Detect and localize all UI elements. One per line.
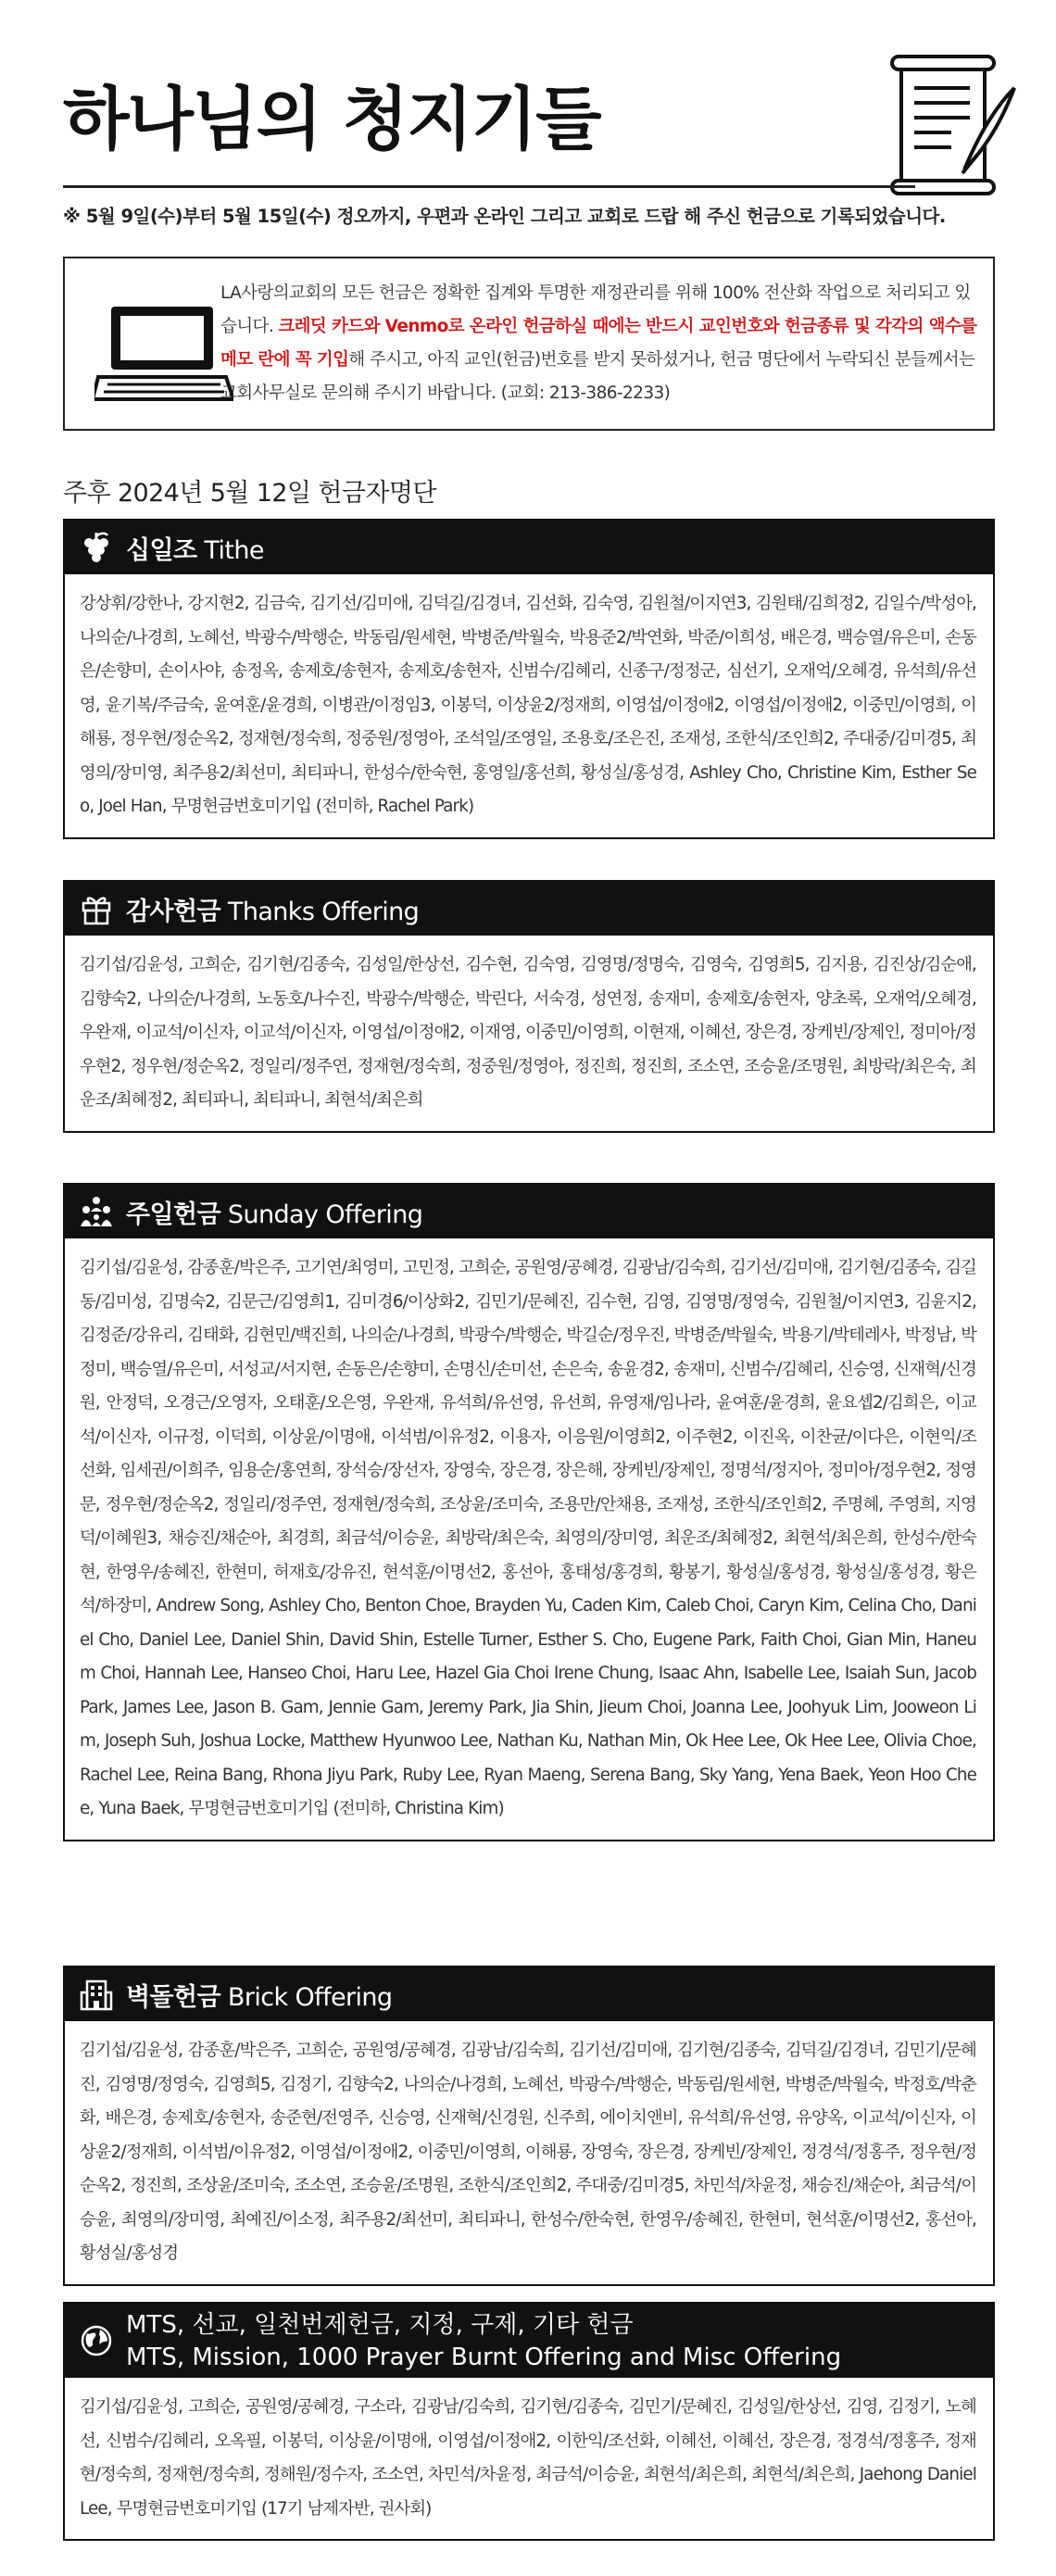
section-tithe [63,519,995,839]
section-title-en: Brick Offering [227,1982,393,2012]
info-text-part1: LA사랑의교회의 모든 헌금은 정확한 집계와 투명한 재정관리를 위해 100% 전산화 작업으로 처리되고 있습니다. [220,283,971,336]
section-title-ko: 주일헌금 [126,1200,220,1229]
section-mts [63,2302,995,2541]
info-text-highlight: 크레딧 카드와 Venmo로 온라인 헌금하실 때에는 반드시 교인번호와 헌금종류 및 각각의 액수를 메모 란에 꼭 기입 [220,317,977,370]
section-title [126,1194,422,1230]
section-title-ko: 벽돌헌금 [126,1982,220,2012]
section-thanks [63,880,995,1133]
section-header [65,882,993,936]
section-title-line1: MTS, 선교, 일천번제헌금, 지정, 구제, 기타 헌금 [126,2311,634,2339]
computer-icon [94,303,233,405]
section-names: 김기섭/김윤성, 감종훈/박은주, 고희순, 공원영/공혜경, 김광남/김숙희, 김기선/김미애, 김기현/김종숙, 김덕길/김경녀, 김민기/문혜진, 김영명/정영숙, 김영희5, 김정기, 김향숙2, 나의순/나경희, 노혜선, 박광수/박행순, 박동림/원세현, 박병준/박월숙, 박정호/박춘화, 배은경, 송제호/송현자, 송준현/전영주, 신승영, 신재혁/신경원, 신주희, 에이치앤비, 유석희/유선영, 유양옥, 이교석/이신자, 이상윤2/정재희, 이석범/이유정2, 이영섭/이정애2, 이중민/이영희, 이해룡, 장영숙, 장은경, 장케빈/장제인, 정경석/정홍주, 정우현/정순옥2, 정진희, 조상윤/조미숙, 조소연, 조승윤/조명원, 조한식/조인희2, 주대중/김미경5, 차민석/차윤정, 채승진/채순아, 최금석/이승윤, 최영의/장미영, 최예진/이소정, 최주용2/최선미, 최티파니, 한성수/한숙현, 한영우/송혜진, 한현미, 현석훈/이명선2, 홍선아, 황성실/홍성경 [80,2041,976,2263]
building-icon [80,1978,113,2011]
date-heading: 주후 2024년 5월 12일 헌금자명단 [63,479,436,508]
gift-icon [80,892,113,925]
grape-icon [80,531,113,564]
section-title [126,891,419,927]
section-names: 김기섭/김윤성, 감종훈/박은주, 고기연/최영미, 고민정, 고희순, 공원영/공혜경, 김광남/김숙희, 김기선/김미애, 김기현/김종숙, 김길동/김미성, 김명숙2, 김문근/김영희1, 김미경6/이상화2, 김민기/문혜진, 김수현, 김영, 김영명/정영숙, 김원철/이지연3, 김윤지2, 김정준/강유리, 김태화, 김현민/백진희, 나의순/나경희, 박광수/박행순, 박길순/정우진, 박병준/박월숙, 박용기/박테레사, 박정남, 박정미, 백승열/유은미, 서성교/서지현, 손동은/손향미, 손명신/손미선, 손은숙, 송윤경2, 송재미, 신범수/김혜리, 신승영, 신재혁/신경원, 안정덕, 오경근/오영자, 오태훈/오은영, 우완재, 유석희/유선영, 유선희, 유영재/임나라, 윤여훈/윤경희, 윤요셉2/김희은, 이교석/이신자, 이규정, 이덕희, 이상윤/이명애, 이석범/이유정2, 이용자, 이응원/이영희2, 이주현2, 이진옥, 이찬균/이다은, 이현익/조선화, 임세권/이희주, 임용순/홍연희, 장석승/장선자, 장영숙, 장은경, 장은해, 장케빈/장제인, 정명석/정지아, 정미아/정우현2, 정영문, 정우현/정순옥2, 정일리/정주연, 정재현/정숙희, 조상윤/조미숙, 조용만/안채용, 조재성, 조한식/조인희2, 주명혜, 주영희, 지영덕/이혜원3, 채승진/채순아, 최경희, 최금석/이승윤, 최방락/최은숙, 최영의/장미영, 최운조/최혜정2, 최현석/최은희, 한성수/한숙현, 한영우/송혜진, 한현미, 허재호/강유진, 현석훈/이명선2, 홍선아, 홍태성/홍경희, 황봉기, 황성실/홍성경, 황성실/홍성경, 황은석/하장미, Andrew Song, Ashley Cho, Benton Choe, Brayden Yu, Caden Kim, Caleb Choi, Caryn Kim, Celina Cho, Daniel Cho, Daniel Lee, Daniel Shin, David Shin, Estelle Turner, Esther S. Cho, Eugene Park, Faith Choi, Gian Min, Haneum Choi, Hannah Lee, Hanseo Choi, Haru Lee, Hazel Gia Choi Irene Chung, Isaac Ahn, Isabelle Lee, Isaiah Sun, Jacob Park, James Lee, Jason B. Gam, Jennie Gam, Jeremy Park, Jia Shin, Jieum Choi, Joanna Lee, Joohyuk Lim, Jooweon Lim, Joseph Suh, Joshua Locke, Matthew Hyunwoo Lee, Nathan Ku, Nathan Min, Ok Hee Lee, Ok Hee Lee, Olivia Choe, Rachel Lee, Reina Bang, Rhona Jiyu Park, Ruby Lee, Ryan Maeng, Serena Bang, Sky Yang, Yena Baek, Yeon Hoo Chee, Yuna Baek, 무명현금번호미기입 (전미하, Christina Kim) [80,1258,976,1818]
section-title-en: Sunday Offering [227,1200,423,1229]
section-title [126,2309,841,2374]
globe-icon [80,2324,113,2357]
section-names: 김기섭/김윤성, 고희순, 공원영/공혜경, 구소라, 김광남/김숙희, 김기현/김종숙, 김민기/문혜진, 김성일/한상선, 김영, 김정기, 노혜선, 신범수/김혜리, 오옥필, 이봉덕, 이상윤/이명애, 이영섭/이정애2, 이한익/조선화, 이혜선, 이혜선, 장은경, 정경석/정홍주, 정재현/정숙희, 정재현/정숙희, 정해원/정수자, 조소연, 차민석/차윤정, 최금석/이승윤, 최현석/최은희, 최현석/최은희, Jaehong Daniel Lee, 무명현금번호미기입 (17기 남제자반, 권사회) [80,2397,976,2519]
notice-text: ※ 5월 9일(수)부터 5월 15일(수) 정오까지, 우편과 온라인 그리고 교회로 드랍 해 주신 헌금으로 기록되었습니다. [63,206,946,227]
section-title-en: Tithe [204,535,264,565]
section-names: 김기섭/김윤성, 고희순, 김기현/김종숙, 김성일/한상선, 김수현, 김숙영, 김영명/정명숙, 김영숙, 김영희5, 김지용, 김진상/김순애, 김향숙2, 나의순/나경희, 노동호/나수진, 박광수/박행순, 박린다, 서숙경, 성연정, 송재미, 송제호/송현자, 양초록, 오재억/오혜경, 우완재, 이교석/이신자, 이교석/이신자, 이영섭/이정애2, 이재영, 이중민/이영희, 이현재, 이혜선, 장은경, 장케빈/장제인, 정미아/정우현2, 정우현/정순옥2, 정일리/정주연, 정재현/정숙희, 정중원/정영아, 정진희, 정진희, 조소연, 조승윤/조명원, 최방락/최은숙, 최운조/최혜정2, 최티파니, 최티파니, 최현석/최은희 [80,955,976,1110]
section-title-ko: 감사헌금 [126,897,220,926]
section-title [126,1977,392,2013]
section-header [65,1185,993,1238]
info-box [63,257,995,431]
section-sunday [63,1183,995,1841]
section-header [65,521,993,574]
info-text [220,277,980,410]
section-brick [63,1966,995,2286]
info-text-part2: 해 주시고, 아직 교인(헌금)번호를 받지 못하셨거나, 헌금 명단에서 누락되신 분들께서는 교회사무실로 문의해 주시기 바랍니다. (교회: 213-386-2233) [220,350,975,403]
section-names: 강상휘/강한나, 강지현2, 김금숙, 김기선/김미애, 김덕길/김경녀, 김선화, 김숙영, 김원철/이지연3, 김원태/김희정2, 김일수/박성아, 나의순/나경희, 노혜선, 박광수/박행순, 박동림/원세현, 박병준/박월숙, 박용준2/박연화, 박준/이희성, 배은경, 백승열/유은미, 손동은/손향미, 손이사야, 송정옥, 송제호/송현자, 송제호/송현자, 신범수/김혜리, 신종구/정정군, 심선기, 오재억/오혜경, 유석희/유선영, 윤기복/주금숙, 윤여훈/윤경희, 이병관/이정임3, 이봉덕, 이상윤2/정재희, 이영섭/이정애2, 이영섭/이정애2, 이중민/이영희, 이해룡, 정우현/정순옥2, 정재현/정숙희, 정중원/정영아, 조석일/조영일, 조용호/조은진, 조재성, 조한식/조인희2, 주대중/김미경5, 최영의/장미영, 최주용2/최선미, 최티파니, 한성수/한숙현, 홍영일/홍선희, 황성실/홍성경, Ashley Cho, Christine Kim, Esther Seo, Joel Han, 무명현금번호미기입 (전미하, Rachel Park) [80,594,976,816]
section-title-line2: MTS, Mission, 1000 Prayer Burnt Offering and Misc Offering [126,2344,842,2371]
section-title-en: Thanks Offering [227,897,420,926]
section-header [65,1967,993,2021]
title-divider [63,185,915,188]
section-title [126,530,264,566]
section-header [65,2304,993,2378]
page-title: 하나님의 청지기들 [63,80,600,159]
family-icon [80,1195,113,1228]
section-title-ko: 십일조 [126,535,197,565]
